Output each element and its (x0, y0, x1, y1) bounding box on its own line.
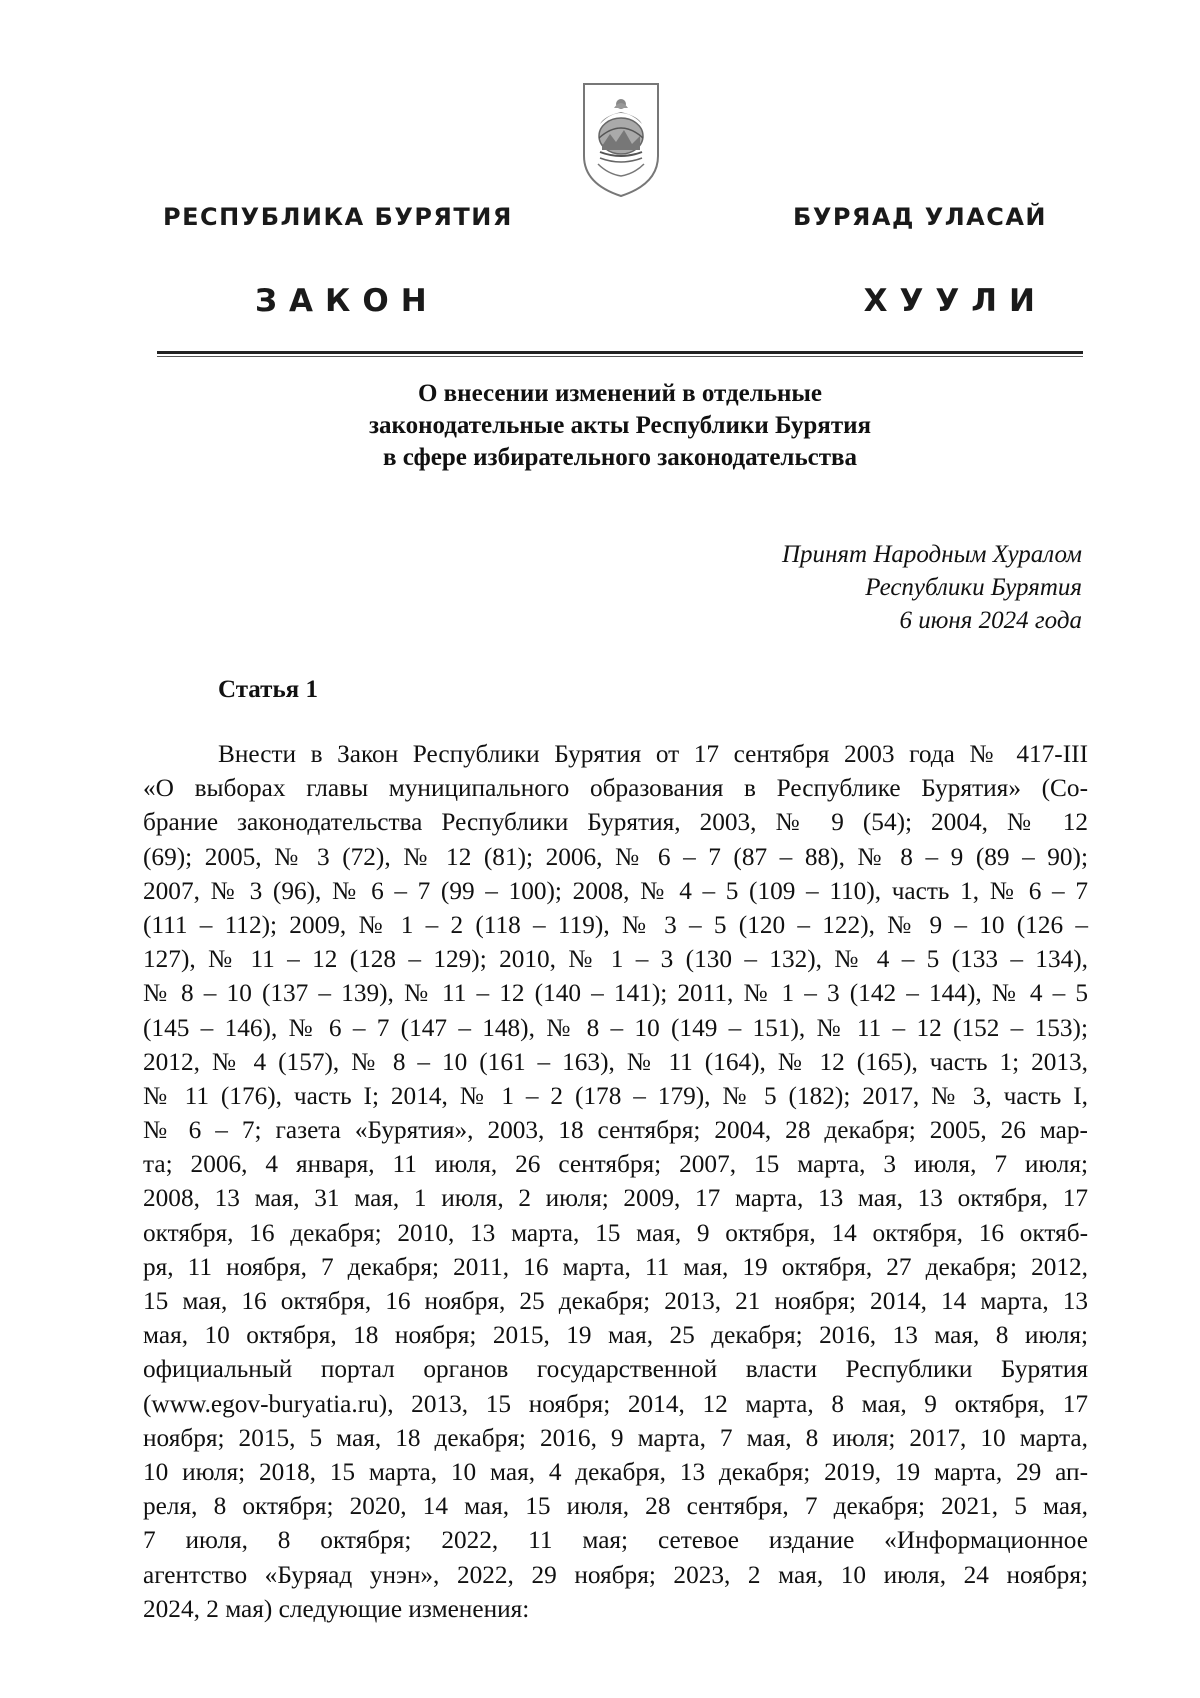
body-text-line: брание законодательства Республики Бурятия, 2003, № 9 (54); 2004, № 12 (143, 808, 1088, 837)
header-divider (157, 351, 1083, 354)
body-text-line: реля, 8 октября; 2020, 14 мая, 15 июля, 28 сентября, 7 декабря; 2021, 5 мая, (143, 1492, 1088, 1521)
law-title-line: в сфере избирательного законодательства (382, 444, 858, 471)
body-text-line: та; 2006, 4 января, 11 июля, 26 сентября; 2007, 15 марта, 3 июля, 7 июля; (143, 1150, 1088, 1179)
body-text-line: 2008, 13 мая, 31 мая, 1 июля, 2 июля; 2009, 17 марта, 13 мая, 13 октября, 17 (143, 1184, 1088, 1213)
body-text-line: 127), № 11 – 12 (128 – 129); 2010, № 1 – 3 (130 – 132), № 4 – 5 (133 – 134), (143, 945, 1088, 974)
body-text-line: Внести в Закон Республики Бурятия от 17 сентября 2003 года № 417-III (218, 740, 1088, 768)
adoption-note (782, 538, 1082, 637)
law-title (157, 378, 1083, 474)
article-body (143, 737, 1088, 1626)
body-text-line: (145 – 146), № 6 – 7 (147 – 148), № 8 – 10 (149 – 151), № 11 – 12 (152 – 153); (143, 1013, 1088, 1042)
body-text-line: 15 мая, 16 октября, 16 ноября, 25 декабря; 2013, 21 ноября; 2014, 14 марта, 13 (143, 1287, 1088, 1315)
body-text-line: агентство «Буряад унэн», 2022, 29 ноября; 2023, 2 мая, 10 июля, 24 ноября; (143, 1560, 1088, 1589)
body-text-line: 10 июля; 2018, 15 марта, 10 мая, 4 декабря, 13 декабря; 2019, 19 марта, 29 ап- (143, 1457, 1088, 1486)
law-label-buryat: ХУУЛИ (863, 283, 1047, 319)
body-text-line: ря, 11 ноября, 7 декабря; 2011, 16 марта, 11 мая, 19 октября, 27 декабря; 2012, (143, 1252, 1088, 1281)
body-text-line: 2012, № 4 (157), № 8 – 10 (161 – 163), № 11 (164), № 12 (165), часть 1; 2013, (143, 1047, 1088, 1076)
body-text-line: (www.egov-buryatia.ru), 2013, 15 ноября; 2014, 12 марта, 8 мая, 9 октября, 17 (143, 1389, 1088, 1418)
republic-name-russian: РЕСПУБЛИКА БУРЯТИЯ (163, 203, 513, 231)
body-text-line: № 8 – 10 (137 – 139), № 11 – 12 (140 – 141); 2011, № 1 – 3 (142 – 144), № 4 – 5 (143, 979, 1088, 1008)
body-text-line: (111 – 112); 2009, № 1 – 2 (118 – 119), № 3 – 5 (120 – 122), № 9 – 10 (126 – (143, 910, 1088, 939)
body-text-line: мая, 10 октября, 18 ноября; 2015, 19 мая, 25 декабря; 2016, 13 мая, 8 июля; (143, 1321, 1088, 1350)
body-text-line: № 6 – 7; газета «Бурятия», 2003, 18 сентября; 2004, 28 декабря; 2005, 26 мар- (143, 1116, 1088, 1145)
law-title-line: О внесении изменений в отдельные (417, 380, 823, 407)
adoption-date: 6 июня 2024 года (899, 607, 1082, 634)
body-text-line: 2007, № 3 (96), № 6 – 7 (99 – 100); 2008, № 4 – 5 (109 – 110), часть 1, № 6 – 7 (143, 876, 1088, 905)
body-text-line: (69); 2005, № 3 (72), № 12 (81); 2006, № 6 – 7 (87 – 88), № 8 – 9 (89 – 90); (143, 842, 1088, 871)
header-divider-thin (157, 356, 1083, 357)
republic-name-buryat: БУРЯАД УЛАСАЙ (793, 203, 1047, 231)
adoption-note-line: Принят Народным Хуралом (781, 541, 1082, 568)
article-heading: Статья 1 (218, 676, 318, 703)
law-title-line: законодательные акты Республики Бурятия (368, 412, 872, 439)
body-text-line: № 11 (176), часть I; 2014, № 1 – 2 (178 – 179), № 5 (182); 2017, № 3, часть I, (143, 1081, 1088, 1110)
law-label-russian: ЗАКОН (255, 283, 439, 319)
coat-of-arms-emblem (578, 78, 664, 200)
body-text-line: 2024, 2 мая) следующие изменения: (143, 1594, 530, 1623)
body-text-line: 7 июля, 8 октября; 2022, 11 мая; сетевое издание «Информационное (143, 1526, 1088, 1555)
body-text-line: «О выборах главы муниципального образования в Республике Бурятия» (Со- (143, 774, 1088, 803)
body-text-line: октября, 16 декабря; 2010, 13 марта, 15 мая, 9 октября, 14 октября, 16 октяб- (143, 1218, 1088, 1247)
body-text-line: официальный портал органов государственной власти Республики Бурятия (143, 1355, 1088, 1384)
adoption-note-line: Республики Бурятия (865, 574, 1082, 601)
body-text-line: ноября; 2015, 5 мая, 18 декабря; 2016, 9 марта, 7 мая, 8 июля; 2017, 10 марта, (143, 1423, 1088, 1452)
